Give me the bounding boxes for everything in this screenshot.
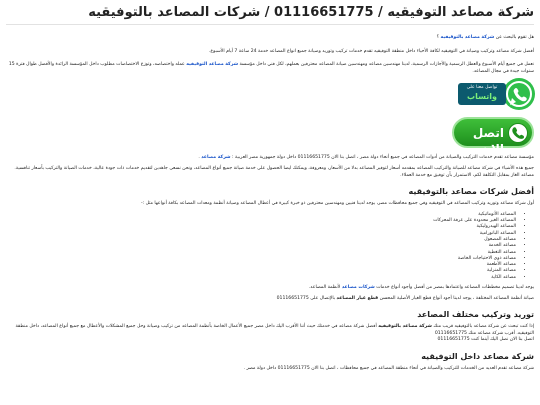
- whatsapp-label-top: تواصل معنا على: [466, 85, 498, 91]
- section1-after-link[interactable]: شركات مصاعد: [341, 285, 375, 291]
- list-item: • المصاعد الأتوماتيكية: [0, 212, 516, 218]
- contact-buttons: [0, 75, 540, 155]
- about-p1-text: مؤسسة مصاعد تقدم خدمات التركيب والصيانة من أدوات المصاعد في جميع أنحاء دولة مصر ، اتصل بنا الان 01116651775 داخل دولة جمهورية مصر العربية :: [230, 155, 534, 161]
- list-item: • مصاعد التغطية: [0, 250, 516, 256]
- call-now-button[interactable]: [452, 117, 534, 157]
- list-item: • المصاعد الغير محدودة على غرفة المحركات: [0, 218, 516, 224]
- call-now-label: اتصل الان: [472, 126, 504, 157]
- elevator-types-list: [0, 212, 534, 281]
- section1-after-end: لأنظمة المصاعد.: [308, 285, 342, 291]
- intro-p2-link[interactable]: شركة مصاعد التوفيقيه: [186, 62, 239, 68]
- intro-question: [6, 35, 534, 42]
- whatsapp-label: [458, 83, 506, 105]
- intro-paragraph: أفضل شركة مصاعد وتركيب وصيانة في التوفيقيه لكافة الأحياء داخل منطقة التوفيقيه تقدم خدمات تركيب وتوريد وصيانة جميع انواع المصاعد خدمة 24 ساعة 7 أيام الأسبوع.: [208, 48, 534, 54]
- list-item: • مصاعد ذوي الاحتياجات الخاصة: [0, 256, 516, 262]
- list-item: • المصاعد البانورامية: [0, 231, 516, 237]
- whatsapp-label-bottom: واتساب: [467, 92, 497, 102]
- section2-paragraph: [6, 324, 534, 337]
- list-item: • مصاعد الأطعمة: [0, 262, 516, 268]
- section3-heading: شركة مصاعد داخل التوفيقيه: [421, 351, 534, 361]
- phone-icon: [508, 123, 528, 143]
- section1-note-bold: قطع غيار المصاعد: [336, 295, 379, 301]
- whatsapp-button[interactable]: [448, 77, 536, 111]
- section1-after-text: يوجد لدينا تصميم مخططات المصاعد واعتمادها بمصر من أفضل وأجود أنواع خدمات: [374, 285, 534, 291]
- section2-line2: اتصل بنا الان نصل اليك أينما كنت 01116651775: [437, 337, 534, 343]
- list-item: • مصاعد المنزلية: [0, 268, 516, 274]
- intro-p2-text: نعمل في جميع أيام الأسبوع والعطل الرسمية والأجازات الرسمية، لدينا مهندسين مصاعد ومهندسين صيانة المصاعد محترفين بعملهم، لكل فني داخل مؤسسة: [238, 62, 534, 68]
- intro-p2-end: عمله واختصاصه، وتوزع الاختصاصات مطلوب داخل المؤسسة الرائدة والأفضل طوال فترة 15 سنوات جيدة في مجال المصاعد.: [8, 62, 534, 74]
- page-title: شركة مصاعد التوفيقيه / 01116651775 / شركات المصاعد بالتوفيقيه: [88, 5, 534, 20]
- section2-end: أفضل شركة مصاعد في خدمتك حيث أننا الأقرب اليك داخل مصر جميع الأعمال الخاصة بأنظمة المصاعد من تركيب وصيانة وحل جميع المشكلات والأعطال مع جميع أنواع المصاعد، داخل منطقة التوفيقيه. أقرب شركة مصاعد منك 01116651775: [15, 324, 534, 336]
- whatsapp-icon: [502, 77, 536, 111]
- intro-link[interactable]: شركة مصاعد بالتوفيقيه: [440, 35, 495, 40]
- about-paragraph-3: مصاعد الغاز بمقابل التكلفة لكم، الاستمرار بأن توفيق مع خدمة العملاء.: [400, 172, 534, 178]
- intro-question-end: ؟: [436, 35, 441, 40]
- section2-bold: شركة مصاعد بالتوفيقيه: [378, 324, 432, 330]
- list-item: • مصاعد المصعول: [0, 237, 516, 243]
- section1-after: [6, 285, 534, 292]
- about-link[interactable]: شركة مصاعد: [201, 155, 231, 161]
- intro-question-text: هل تقوم بالبحث عن: [494, 35, 534, 40]
- section2-heading: توريد وتركيب مختلف المصاعد: [417, 310, 534, 320]
- list-item: • المصاعد الهيدروليكية: [0, 224, 516, 230]
- list-item: • مصاعد الخدمة: [0, 243, 516, 249]
- about-p1-end: .: [198, 155, 202, 161]
- section1-heading: أفضل شركات مصاعد بالتوفيقيه: [408, 187, 534, 197]
- section1-note-text: صيانة أنظمة المصاعد المختلفة ، يوجد لدينا أجود أنواع قطع الغيار الأصلية المحسن: [378, 295, 534, 301]
- intro-paragraph-2: [6, 62, 534, 75]
- list-item: • مصاعد الكاية: [0, 275, 516, 281]
- section1-note-end: بالإتصال على 01116651775: [276, 295, 337, 301]
- about-paragraph-2: جميع هذه الأشياء في شركة مصاعد للصيانة والتركيب المصاعد بمقدمه أسعار لتوفير المصاعد بدلا من الأسعار، ومعروفة، ويمكنك ايضا الحصول على خدمة صيانة جميع أنواع المصاعد، ونحن نسعى جاهدين لتقديم خدمات ذات جودة عالية، خدمات الصيانة والتركيب بأسعار تنافسية.: [14, 165, 534, 171]
- section3-paragraph: شركة مصاعد تقدم العديد من الخدمات للتركيب والصيانة في أنحاء منطقة المصاعد في جميع محافظات ، اتصل بنا الان 01116651775 داخل دولة مصر .: [243, 365, 534, 371]
- section1-note: [6, 296, 534, 303]
- section1-intro: أول شركة مصاعد وتوريد وتركيب المصاعد في التوفيقيه وفي جميع محافظات مصر، يوجد لدينا فنيين ومهندسين محترفين ذو خبرة كبيرة في أعطال المصاعد وصيانة أنظمة ومعدات المصاعد بكافة أنواعها مثل :-: [140, 201, 534, 207]
- section2-text: إذا كنت تبحث عن شركة مصاعد بالتوفيقيه قريب منك: [431, 324, 534, 330]
